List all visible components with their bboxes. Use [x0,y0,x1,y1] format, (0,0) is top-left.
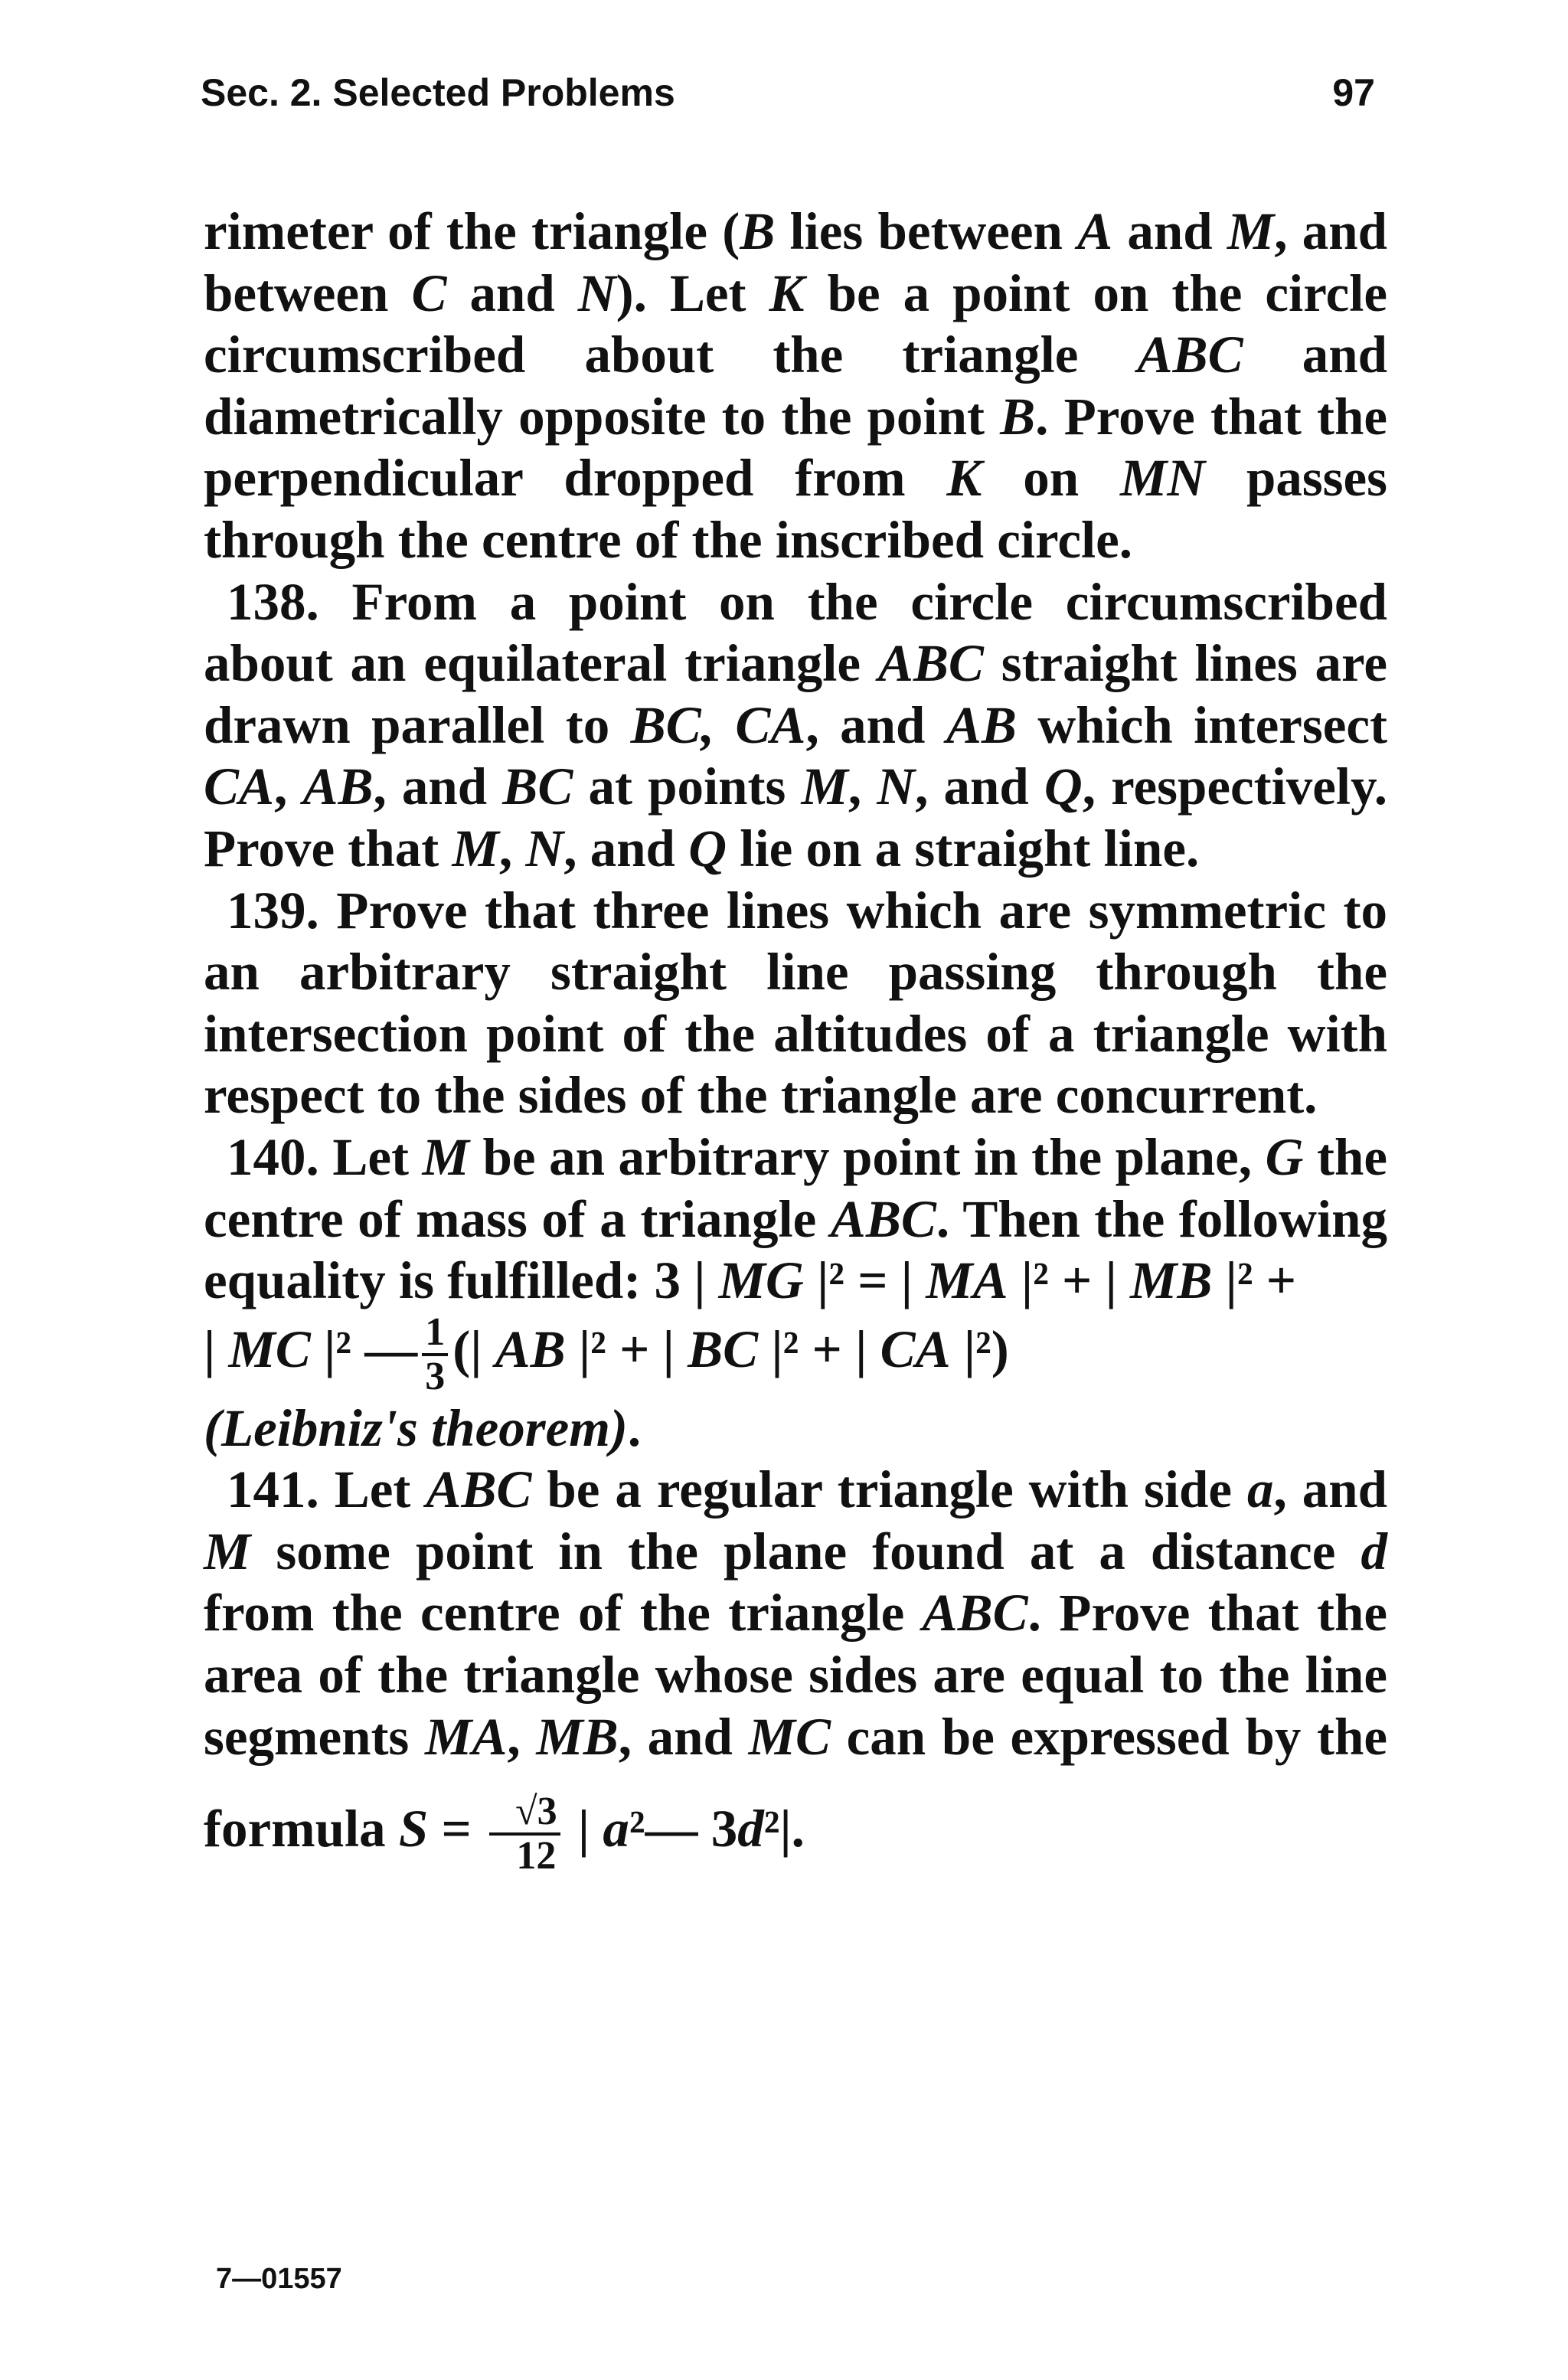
problem-138: 138. From a point on the circle circumscribed about an equilateral triangle ABC straight lines are drawn parallel to BC, CA, and AB which intersect CA, AB, and BC at points M, N, and Q, respectively. Prove that M, N, and Q lie on a straight line. [204,572,1388,878]
problem-140: 140. Let M be an arbitrary point in the plane, G the centre of mass of a triangle ABC. Then the following equality is fulfilled: 3 | MG |² = | MA |² + | MB |² + [204,1127,1387,1310]
problem-number: 139. [227,881,319,940]
printer-signature: 7—01557 [216,2263,342,2295]
fraction-one-third: $\frac{1}{3}$ [422,1312,448,1398]
theorem-name: (Leibniz's theorem). [204,1398,642,1457]
problem-number: 138. [227,572,319,631]
problem-141: 141. Let ABC be a regular triangle with side a, and M some point in the plane found at a distance d from the centre of the triangle ABC. Prove that the area of the triangle whose sides are equal to the line segments MA, MB, and MC can be expressed by the formula S = $\frac{√3}{12}$ | a²— 3d²|. [204,1460,1388,1878]
section-title: Sec. 2. Selected Problems [201,71,675,114]
fraction-sqrt3-over-12: $\frac{√3}{12}$ [489,1791,560,1877]
problem-number: 141. [227,1460,319,1519]
area-formula: S = $\frac{√3}{12}$ | a²— 3d²|. [398,1790,805,1878]
problem-number: 140. [227,1127,319,1186]
running-header [201,70,1375,115]
page-body [204,201,1387,1890]
problem-139: 139. Prove that three lines which are symmetric to an arbitrary straight line passing through the intersection point of the altitudes of a triangle with respect to the sides of the triangle are concurrent. [204,881,1387,1125]
problem-continuation: rimeter of the triangle (B lies between A and M, and between C and N). Let K be a point on the circle circumscribed about the triangle ABC and diametrically opposite to the point B. Prove that the perpendicular dropped from K on MN passes through the centre of the inscribed circle. [204,202,1388,569]
leibniz-formula-line: | MC |² — $\frac{1}{3}$ (| AB |² + | BC |² + | CA |²) [204,1309,1009,1398]
page-number: 97 [1332,71,1375,114]
